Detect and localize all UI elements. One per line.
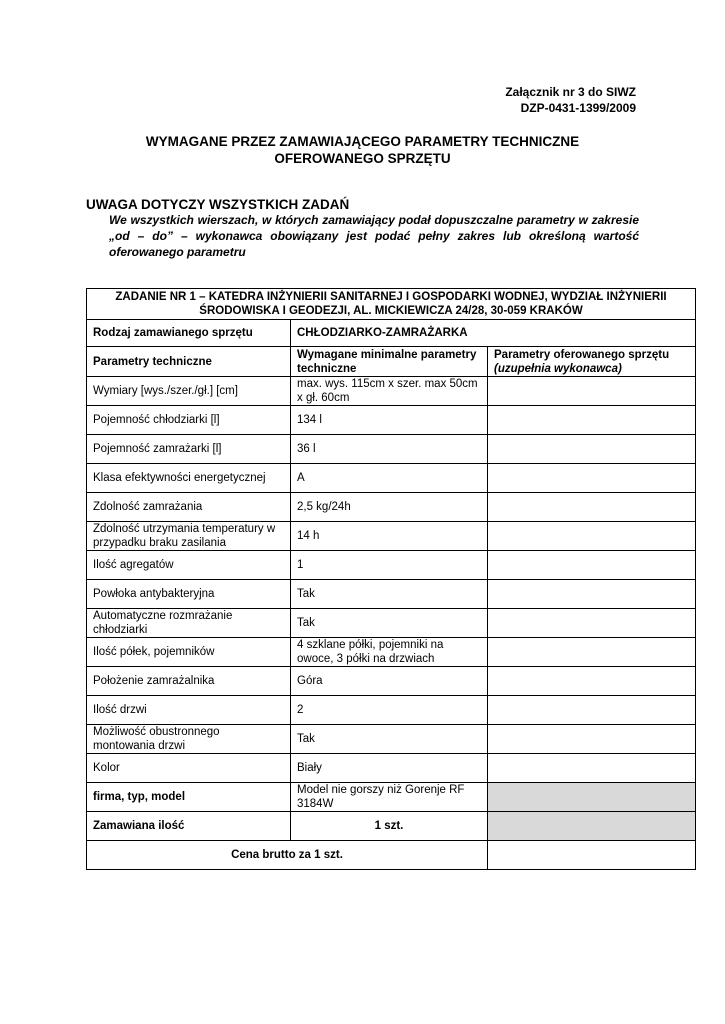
parameter-row — [87, 464, 696, 493]
column-header-offered-label: Parametry oferowanego sprzętu — [494, 348, 670, 361]
parameter-row — [87, 667, 696, 696]
parameter-required-value: Tak — [291, 725, 488, 754]
parameter-offered-cell[interactable] — [488, 551, 696, 580]
parameter-offered-cell[interactable] — [488, 435, 696, 464]
column-header-params: Parametry techniczne — [87, 347, 291, 377]
parameter-required-value: 36 l — [291, 435, 488, 464]
parameter-row — [87, 638, 696, 667]
column-header-required: Wymagane minimalne parametry techniczne — [291, 347, 488, 377]
parameter-required-value: 1 — [291, 551, 488, 580]
case-number: DZP-0431-1399/2009 — [520, 101, 636, 115]
parameter-row — [87, 609, 696, 638]
quantity-row — [87, 812, 696, 841]
parameter-offered-cell[interactable] — [488, 638, 696, 667]
note-text: We wszystkich wierszach, w których zamawiający podał dopuszczalne parametry w zakresie „od – do” – wykonawca obowiązany jest podać pełny zakres lub określoną wartość oferowanego parametru — [109, 213, 639, 259]
parameter-required-value: 14 h — [291, 522, 488, 551]
parameter-offered-cell[interactable] — [488, 609, 696, 638]
document-title — [86, 133, 639, 167]
parameter-row — [87, 580, 696, 609]
parameter-offered-cell[interactable] — [488, 667, 696, 696]
parameter-label: Ilość agregatów — [87, 551, 291, 580]
task-header: ZADANIE NR 1 – KATEDRA INŻYNIERII SANITARNEJ I GOSPODARKI WODNEJ, WYDZIAŁ INŻYNIERII ŚRODOWISKA I GEODEZJI, AL. MICKIEWICZA 24/28, 30-059 KRAKÓW — [87, 289, 696, 320]
price-row — [87, 841, 696, 870]
parameter-row — [87, 435, 696, 464]
model-label: firma, typ, model — [87, 783, 291, 812]
parameter-offered-cell[interactable] — [488, 580, 696, 609]
parameter-row — [87, 696, 696, 725]
parameter-offered-cell[interactable] — [488, 406, 696, 435]
parameter-required-value: 4 szklane półki, pojemniki na owoce, 3 półki na drzwiach — [291, 638, 488, 667]
parameter-offered-cell[interactable] — [488, 725, 696, 754]
note-heading: UWAGA DOTYCZY WSZYSTKICH ZADAŃ — [86, 197, 350, 212]
parameter-row — [87, 406, 696, 435]
column-header-row — [87, 347, 696, 377]
parameter-required-value: 2,5 kg/24h — [291, 493, 488, 522]
parameter-label: Kolor — [87, 754, 291, 783]
annex-reference — [505, 84, 636, 116]
model-row — [87, 783, 696, 812]
model-offered-cell[interactable] — [488, 783, 696, 812]
parameter-label: Zdolność zamrażania — [87, 493, 291, 522]
price-label: Cena brutto za 1 szt. — [87, 841, 488, 870]
price-offered-cell[interactable] — [488, 841, 696, 870]
parameter-label: Pojemność chłodziarki [l] — [87, 406, 291, 435]
column-header-offered — [488, 347, 696, 377]
annex-number: Załącznik nr 3 do SIWZ — [505, 85, 636, 99]
parameter-row — [87, 522, 696, 551]
parameter-row — [87, 493, 696, 522]
parameter-offered-cell[interactable] — [488, 522, 696, 551]
parameter-offered-cell[interactable] — [488, 377, 696, 406]
parameter-label: Pojemność zamrażarki [l] — [87, 435, 291, 464]
parameter-label: Automatyczne rozmrażanie chłodziarki — [87, 609, 291, 638]
parameter-required-value: Tak — [291, 609, 488, 638]
parameter-required-value: Tak — [291, 580, 488, 609]
parameter-row — [87, 754, 696, 783]
parameter-required-value: max. wys. 115cm x szer. max 50cm x gł. 60cm — [291, 377, 488, 406]
parameter-label: Powłoka antybakteryjna — [87, 580, 291, 609]
parameter-label: Ilość półek, pojemników — [87, 638, 291, 667]
equipment-type-value: CHŁODZIARKO-ZAMRAŻARKA — [291, 320, 696, 347]
parameter-required-value: Góra — [291, 667, 488, 696]
parameter-row — [87, 725, 696, 754]
quantity-value: 1 szt. — [291, 812, 488, 841]
parameter-label: Położenie zamrażalnika — [87, 667, 291, 696]
task-header-row — [87, 289, 696, 320]
parameter-offered-cell[interactable] — [488, 754, 696, 783]
parameter-row — [87, 377, 696, 406]
parameter-offered-cell[interactable] — [488, 493, 696, 522]
column-header-offered-note: (uzupełnia wykonawca) — [494, 362, 622, 375]
parameter-label: Klasa efektywności energetycznej — [87, 464, 291, 493]
equipment-type-label: Rodzaj zamawianego sprzętu — [87, 320, 291, 347]
title-line-2: OFEROWANEGO SPRZĘTU — [274, 151, 451, 166]
equipment-type-row — [87, 320, 696, 347]
parameter-row — [87, 551, 696, 580]
parameter-label: Ilość drzwi — [87, 696, 291, 725]
parameter-offered-cell[interactable] — [488, 464, 696, 493]
parameter-offered-cell[interactable] — [488, 696, 696, 725]
parameter-label: Możliwość obustronnego montowania drzwi — [87, 725, 291, 754]
parameter-required-value: Biały — [291, 754, 488, 783]
model-value: Model nie gorszy niż Gorenje RF 3184W — [291, 783, 488, 812]
specification-table — [86, 288, 696, 870]
title-line-1: WYMAGANE PRZEZ ZAMAWIAJĄCEGO PARAMETRY TECHNICZNE — [145, 134, 580, 149]
quantity-offered-cell — [488, 812, 696, 841]
parameter-label: Zdolność utrzymania temperatury w przypadku braku zasilania — [87, 522, 291, 551]
parameter-label: Wymiary [wys./szer./gł.] [cm] — [87, 377, 291, 406]
parameter-required-value: A — [291, 464, 488, 493]
quantity-label: Zamawiana ilość — [87, 812, 291, 841]
parameter-required-value: 2 — [291, 696, 488, 725]
parameter-required-value: 134 l — [291, 406, 488, 435]
